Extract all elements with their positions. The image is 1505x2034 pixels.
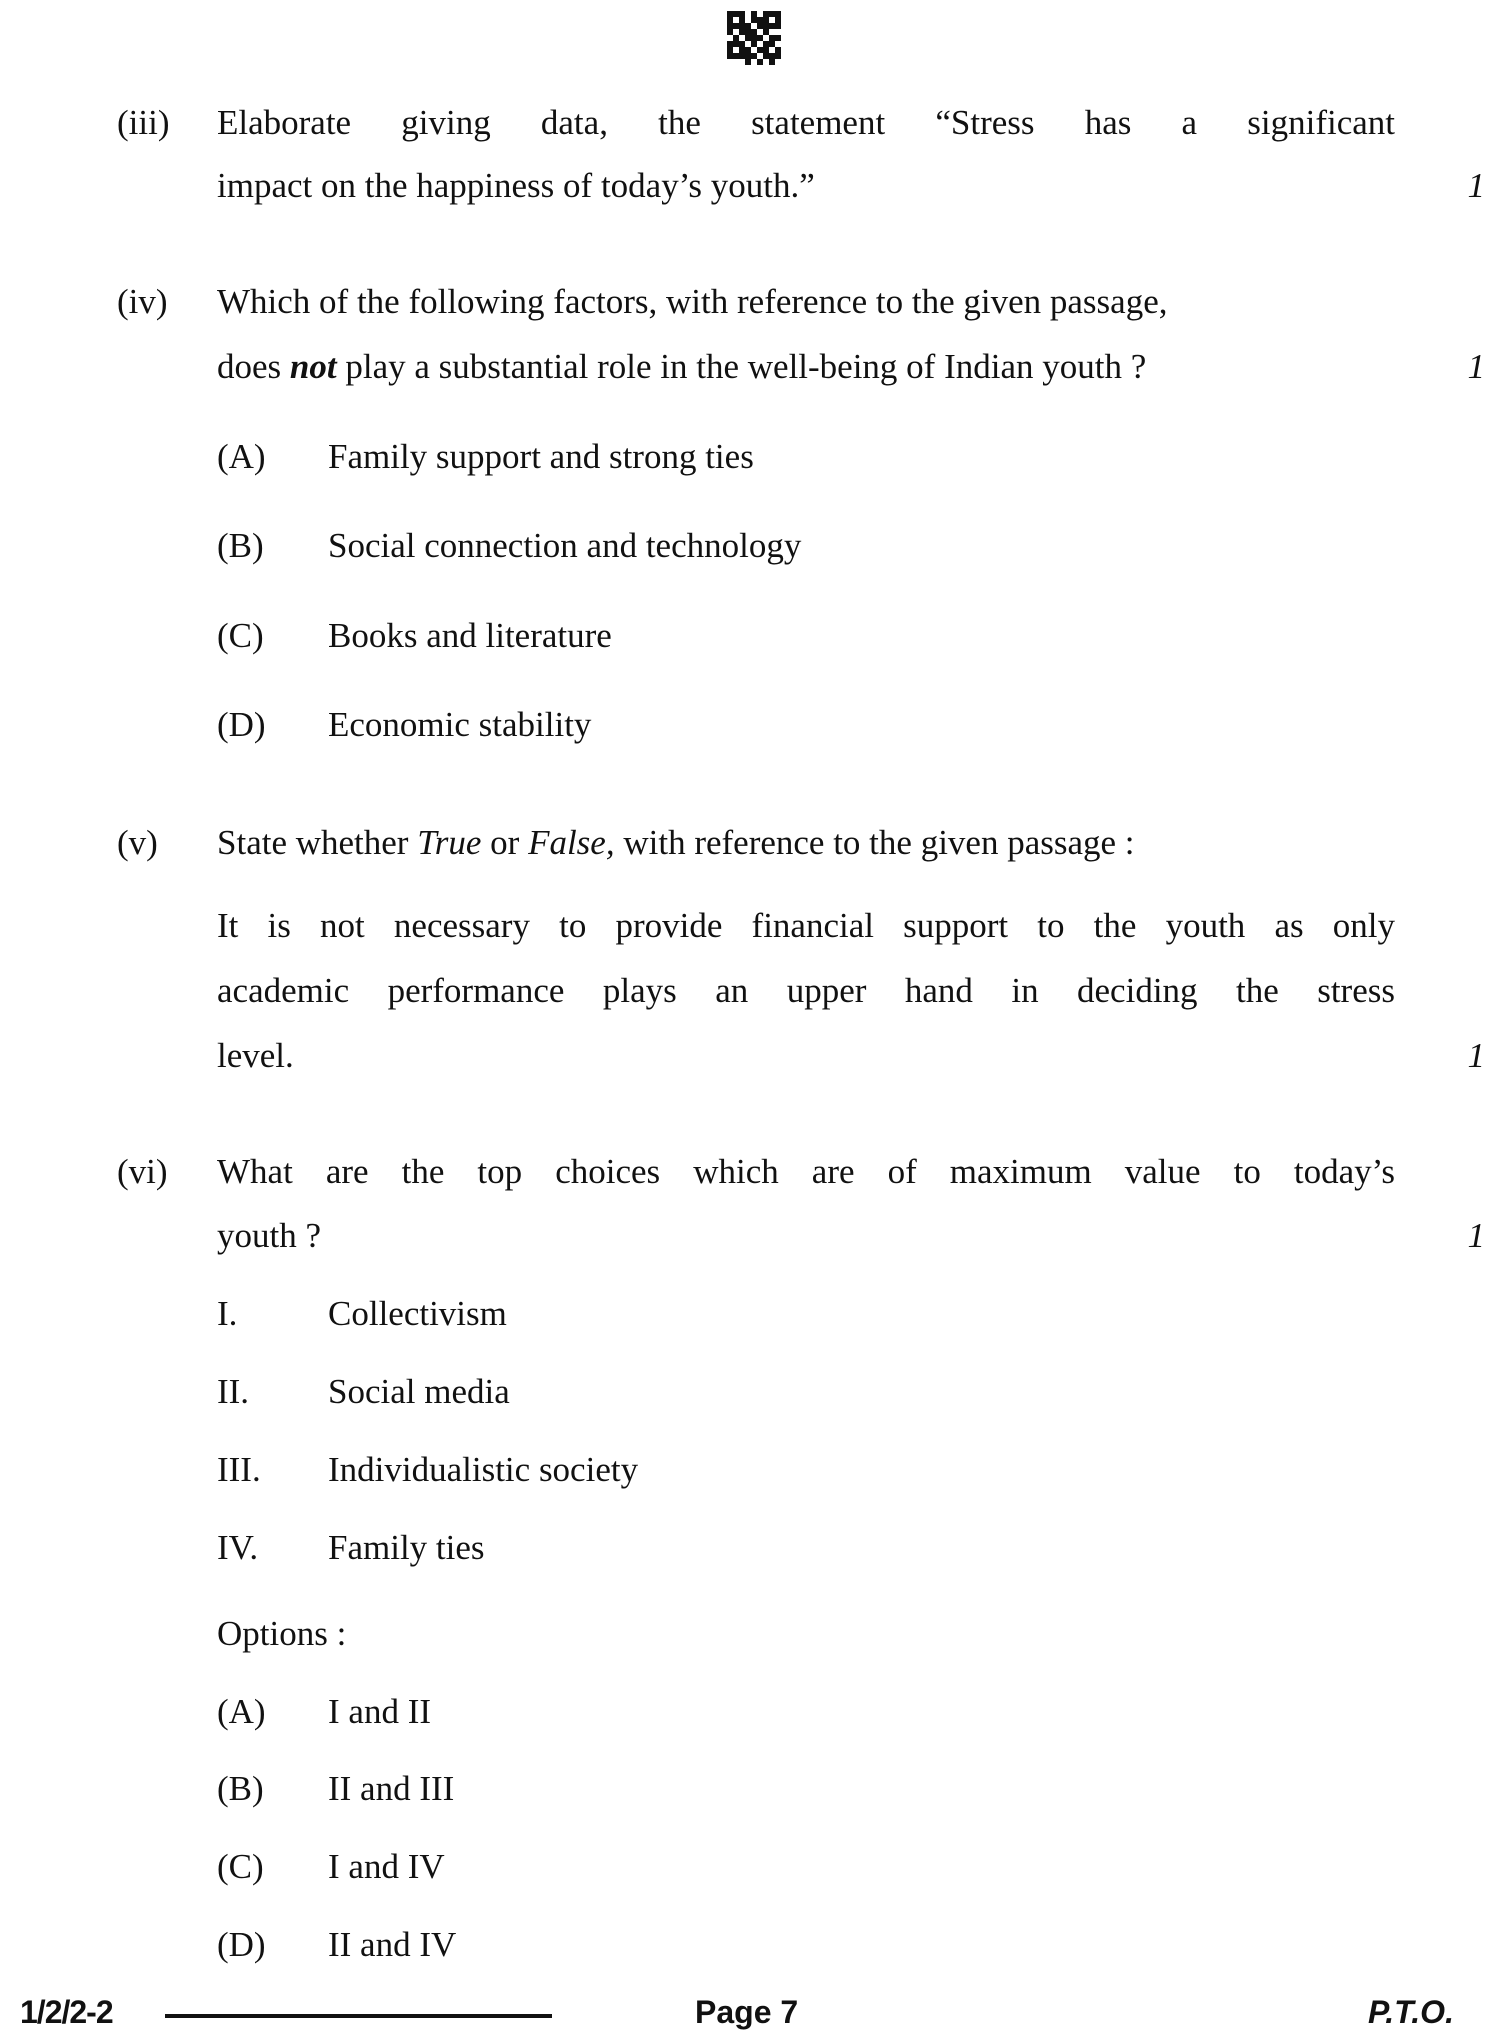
item-label: III. xyxy=(217,1450,261,1489)
option-label: (D) xyxy=(217,1925,266,1964)
question-text: State whether xyxy=(217,823,418,862)
true-term: True xyxy=(417,823,482,862)
item-label: IV. xyxy=(217,1528,259,1567)
option-label: (A) xyxy=(217,1692,266,1731)
option-label: (A) xyxy=(217,437,266,476)
option-text: Social connection and technology xyxy=(328,526,802,565)
item-text: Family ties xyxy=(328,1528,485,1567)
question-text-line: Elaborate giving data, the statement “Stress has a significant xyxy=(217,103,1395,142)
option-text: II and IV xyxy=(328,1925,457,1964)
false-term: False, xyxy=(528,823,615,862)
question-number: (vi) xyxy=(117,1152,168,1191)
paper-code: 1/2/2-2 xyxy=(20,1994,113,2030)
option-text: Books and literature xyxy=(328,616,612,655)
statement-line: level. xyxy=(217,1036,294,1075)
item-text: Social media xyxy=(328,1372,510,1411)
question-text-line: impact on the happiness of today’s youth.” xyxy=(217,166,815,205)
option-text: II and III xyxy=(328,1769,455,1808)
page-number: Page 7 xyxy=(695,1994,799,2030)
question-text-line: Which of the following factors, with reference to the given passage, xyxy=(217,282,1168,321)
question-number: (v) xyxy=(117,823,158,862)
option-text: I and II xyxy=(328,1692,432,1731)
question-text: play a substantial role in the well-being of Indian youth ? xyxy=(336,347,1147,386)
question-text-line: What are the top choices which are of maximum value to today’s xyxy=(217,1152,1395,1191)
question-text: does xyxy=(217,347,290,386)
marks-label: 1 xyxy=(1467,1036,1485,1075)
emphasis-not: not xyxy=(289,347,337,386)
option-label: (B) xyxy=(217,526,264,565)
statement-line: It is not necessary to provide financial support to the youth as only xyxy=(217,906,1395,945)
question-text: or xyxy=(481,823,529,862)
option-label: (C) xyxy=(217,1847,264,1886)
option-text: I and IV xyxy=(328,1847,445,1886)
options-heading: Options : xyxy=(217,1614,347,1653)
statement-line: academic performance plays an upper hand in deciding the stress xyxy=(217,971,1395,1010)
item-label: II. xyxy=(217,1372,250,1411)
option-text: Family support and strong ties xyxy=(328,437,754,476)
question-number: (iv) xyxy=(117,282,168,321)
marks-label: 1 xyxy=(1467,166,1485,205)
option-label: (B) xyxy=(217,1769,264,1808)
page-footer xyxy=(0,1994,1505,2030)
marks-label: 1 xyxy=(1467,1216,1485,1255)
option-label: (D) xyxy=(217,705,266,744)
qr-code-icon xyxy=(727,11,781,64)
question-prompt xyxy=(217,823,1395,863)
footer-divider xyxy=(165,2014,552,2018)
option-text: Economic stability xyxy=(328,705,592,744)
option-label: (C) xyxy=(217,616,264,655)
item-text: Individualistic society xyxy=(328,1450,639,1489)
question-text-line xyxy=(217,347,1395,387)
pto-label: P.T.O. xyxy=(1368,1994,1454,2030)
question-number: (iii) xyxy=(117,103,170,142)
question-text: with reference to the given passage : xyxy=(614,823,1135,862)
item-label: I. xyxy=(217,1294,238,1333)
question-text-line: youth ? xyxy=(217,1216,322,1255)
marks-label: 1 xyxy=(1467,347,1485,386)
item-text: Collectivism xyxy=(328,1294,507,1333)
